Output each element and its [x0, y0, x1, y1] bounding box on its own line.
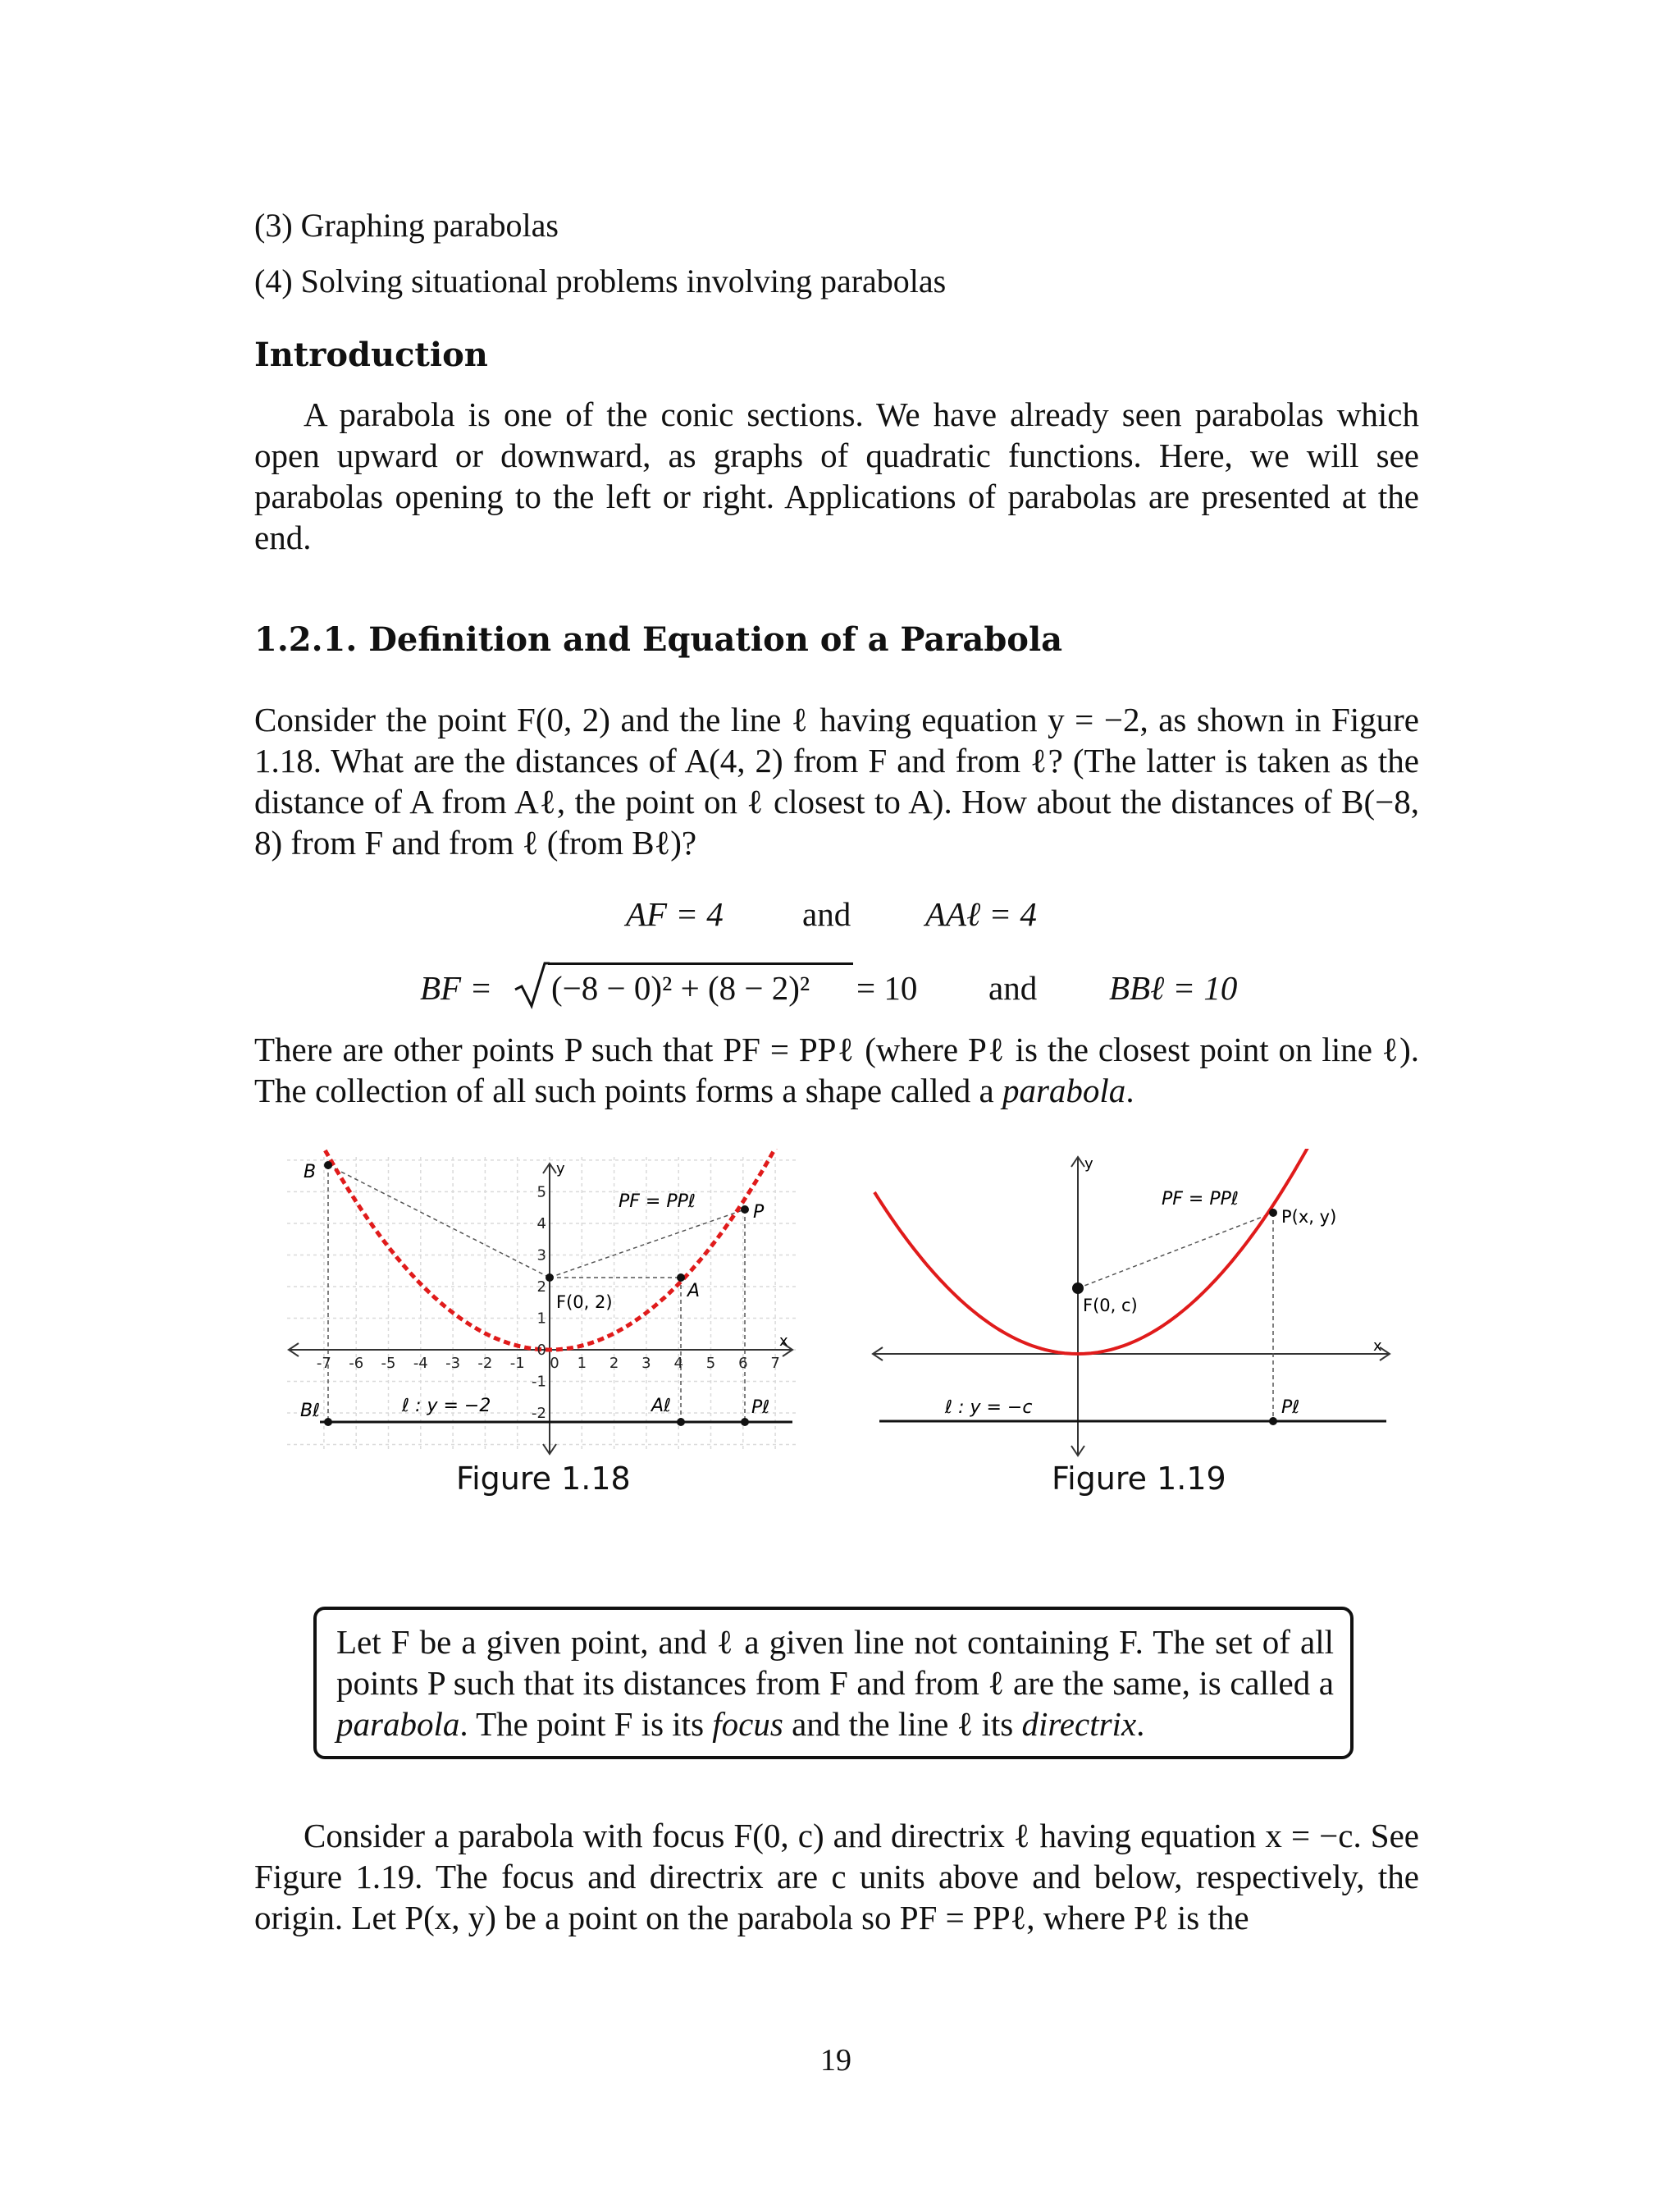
parabola-curve: [295, 1149, 812, 1350]
label-pf-eq: PF = PPℓ: [619, 1191, 696, 1212]
x-tick-label: 0: [550, 1355, 559, 1372]
list-item-4: (4) Solving situational problems involving parabolas: [254, 263, 947, 299]
definition-part-1: Let F be a given point, and ℓ a given line not containing F. The set of all points P such that its distances from F and from ℓ are the same, is called a: [336, 1623, 1334, 1702]
definition-part-2: . The point F is its: [459, 1705, 713, 1743]
y-tick-label: 4: [536, 1214, 546, 1232]
figure-1-18-caption: Figure 1.18: [456, 1461, 631, 1497]
y-tick-label: 0: [536, 1342, 546, 1359]
definition-part-4: .: [1136, 1705, 1145, 1743]
x-tick-label: -7: [316, 1355, 331, 1372]
y-tick-label: 2: [536, 1278, 546, 1296]
x-tick-label: 1: [577, 1355, 587, 1372]
label-p: P(x, y): [1281, 1207, 1337, 1227]
equation-bf-lhs: BF =: [420, 969, 493, 1007]
paragraph-2-before: There are other points P such that PF = PPℓ (where Pℓ is the closest point on line ℓ). The collection of all such points forms a shape called a: [254, 1031, 1419, 1109]
figure-1-19: [861, 1149, 1395, 1461]
x-tick-label: 2: [609, 1355, 619, 1372]
definition-emph-parabola: parabola: [336, 1705, 460, 1743]
paragraph-3: Consider a parabola with focus F(0, c) and directrix ℓ having equation x = −c. See Figure 1.19. The focus and directrix are c units above and below, respectively, the origin. Let P(x, y) be a point on the parabola so PF = PPℓ, where Pℓ is the: [254, 1817, 1419, 1936]
figure-1-19-caption: Figure 1.19: [1052, 1461, 1226, 1497]
section-heading: 1.2.1. Definition and Equation of a Parabola: [254, 620, 1063, 659]
point-f: [1072, 1282, 1084, 1294]
equation-radicand: (−8 − 0)² + (8 − 2)²: [551, 969, 810, 1007]
definition-emph-focus: focus: [712, 1705, 783, 1743]
list-item-3: (3) Graphing parabolas: [254, 207, 559, 244]
label-f: F(0, 2): [556, 1292, 613, 1312]
point-a: [677, 1273, 685, 1282]
y-tick-label: -2: [532, 1405, 546, 1423]
equation-bbl: BBℓ = 10: [1109, 969, 1238, 1007]
introduction-text: A parabola is one of the conic sections. We have already seen parabolas which open upward or downward, as graphs of quadratic functions. Here, we will see parabolas opening to the left or right. Applications of parabolas are presented at the end.: [254, 395, 1419, 556]
parabola-curve: [874, 1149, 1314, 1354]
label-b: B: [304, 1162, 317, 1182]
introduction-heading: Introduction: [254, 336, 488, 374]
definition-part-3: and the line ℓ its: [783, 1705, 1022, 1743]
paragraph-2-emph: parabola: [1002, 1072, 1126, 1109]
paragraph-1: Consider the point F(0, 2) and the line ℓ having equation y = −2, as shown in Figure 1.18. What are the distances of A(4, 2) from F and from ℓ? (The latter is taken as the distance of A from Aℓ, the point on ℓ closest to A). How about the distances of B(−8, 8) from F and from ℓ (from Bℓ)?: [254, 701, 1419, 862]
y-tick-label: 3: [536, 1246, 546, 1264]
definition-text: [336, 1621, 1334, 1744]
y-axis-label: y: [1084, 1155, 1093, 1173]
label-pl: Pℓ: [751, 1397, 770, 1418]
p-to-f-dash: [1078, 1213, 1273, 1288]
point-pl: [1269, 1417, 1277, 1425]
y-tick-label: -1: [532, 1373, 546, 1391]
x-tick-label: -5: [381, 1355, 396, 1372]
label-a: A: [687, 1281, 701, 1301]
point-p: [1269, 1209, 1277, 1217]
definition-box: [313, 1607, 1354, 1759]
definition-emph-directrix: directrix: [1021, 1705, 1137, 1743]
equation-aal: AAℓ = 4: [925, 895, 1037, 933]
label-directrix: ℓ : y = −c: [945, 1397, 1033, 1418]
radical-bar: [548, 962, 853, 965]
equation-af: AF = 4: [626, 895, 724, 933]
b-to-f-dash: [328, 1165, 550, 1278]
point-pl: [741, 1418, 749, 1426]
x-tick-label: -4: [413, 1355, 428, 1372]
point-f: [546, 1273, 554, 1282]
point-p: [741, 1205, 749, 1214]
label-bl: Bℓ: [300, 1401, 321, 1421]
page-number: 19: [820, 2043, 851, 2078]
point-al: [677, 1418, 685, 1426]
y-tick-label: 5: [536, 1183, 546, 1201]
label-directrix: ℓ : y = −2: [402, 1396, 491, 1416]
point-bl: [324, 1418, 332, 1426]
radical-sign-icon: [512, 960, 550, 1009]
figure-1-18: [271, 1149, 812, 1461]
point-b: [324, 1161, 332, 1169]
x-tick-label: -2: [477, 1355, 493, 1372]
x-tick-label: -1: [509, 1355, 525, 1372]
label-p: P: [753, 1202, 765, 1223]
x-tick-label: -3: [445, 1355, 461, 1372]
equation-and-1: and: [802, 895, 851, 933]
x-tick-label: 4: [673, 1355, 683, 1372]
equation-bf-rhs: = 10: [856, 969, 918, 1007]
y-tick-label: 1: [536, 1310, 546, 1328]
label-pf-eq: PF = PPℓ: [1162, 1189, 1239, 1209]
label-f: F(0, c): [1083, 1296, 1138, 1315]
paragraph-2-after: .: [1125, 1072, 1134, 1109]
x-axis-label: x: [779, 1333, 788, 1350]
x-tick-label: 7: [770, 1355, 780, 1372]
x-tick-label: 5: [705, 1355, 716, 1372]
equation-and-2: and: [988, 969, 1038, 1007]
paragraph-2: [254, 1029, 1419, 1111]
label-al: Aℓ: [651, 1396, 672, 1416]
label-pl: Pℓ: [1281, 1397, 1300, 1418]
x-tick-label: 3: [641, 1355, 651, 1372]
x-tick-label: 6: [738, 1355, 748, 1372]
x-tick-labels: [317, 1355, 780, 1372]
y-tick-labels: [532, 1183, 546, 1422]
x-tick-label: -6: [349, 1355, 364, 1372]
x-axis-label: x: [1373, 1337, 1382, 1355]
y-axis-label: y: [556, 1160, 565, 1177]
